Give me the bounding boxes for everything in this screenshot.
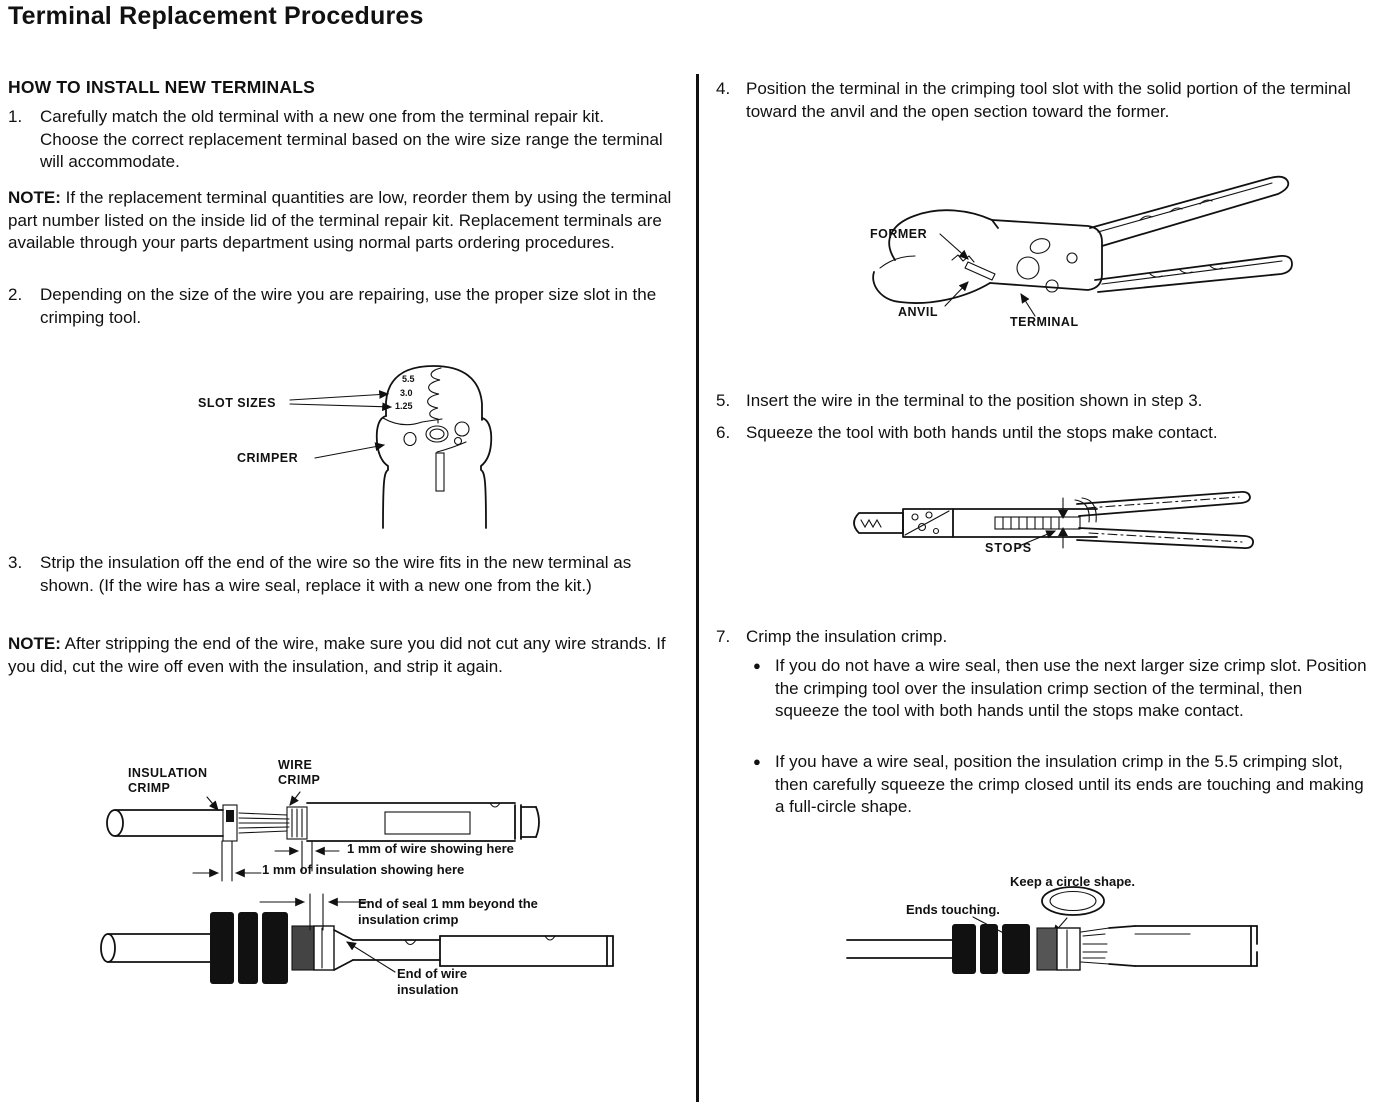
step-4-text: Position the terminal in the crimping tool slot with the solid portion of the terminal toward the anvil and the open section toward the former. xyxy=(746,79,1351,121)
page-title: Terminal Replacement Procedures xyxy=(8,2,424,30)
former-label: FORMER xyxy=(870,227,928,241)
crimping-tool-side-diagram xyxy=(840,168,1310,338)
section-heading: HOW TO INSTALL NEW TERMINALS xyxy=(8,77,315,97)
step-7 xyxy=(716,626,1368,649)
seal-beyond-label: End of seal 1 mm beyond the insulation crimp xyxy=(358,896,538,927)
wire-crimp-label: WIRE CRIMP xyxy=(278,758,321,787)
step-1-text: Carefully match the old terminal with a new one from the terminal repair kit. Choose the correct replacement terminal based on the wire size range the terminal will accommodate. xyxy=(40,107,663,171)
note-2-text: After stripping the end of the wire, make sure you did not cut any wire strands. If you did, cut the wire off even with the insulation, and strip it again. xyxy=(8,634,666,676)
keep-circle-label: Keep a circle shape. xyxy=(1010,874,1136,889)
step-6-number: 6. xyxy=(716,423,731,442)
terminal-label: TERMINAL xyxy=(1010,315,1079,329)
insulation-crimp-label: INSULATION CRIMP xyxy=(128,766,208,795)
ends-touching-label: Ends touching. xyxy=(906,902,1000,917)
crimper-head-diagram xyxy=(190,352,500,532)
slot-size-3-0: 3.0 xyxy=(400,388,413,398)
bullet-no-seal xyxy=(753,655,1370,723)
step-3-text: Strip the insulation off the end of the wire so the wire fits in the new terminal as shown. (If the wire has a wire seal, replace it with a new one from the kit.) xyxy=(40,553,632,595)
bullet-marker: ● xyxy=(753,754,761,769)
step-5 xyxy=(716,390,1368,413)
wire-showing-label: 1 mm of wire showing here xyxy=(347,841,514,856)
step-2-number: 2. xyxy=(8,285,23,304)
step-7-number: 7. xyxy=(716,627,731,646)
note-2 xyxy=(8,633,676,678)
slot-size-5-5: 5.5 xyxy=(402,374,415,384)
step-4-number: 4. xyxy=(716,79,731,98)
end-of-insulation-label: End of wire insulation xyxy=(397,966,468,997)
anvil-label: ANVIL xyxy=(898,305,938,319)
step-2 xyxy=(8,284,663,329)
bullet-with-seal-text: If you have a wire seal, position the insulation crimp in the 5.5 crimping slot, then carefully squeeze the crimp closed until its ends are touching and making a full-circle shape. xyxy=(775,752,1364,816)
step-6-text: Squeeze the tool with both hands until the stops make contact. xyxy=(746,423,1218,442)
step-2-text: Depending on the size of the wire you are repairing, use the proper size slot in the crimping tool. xyxy=(40,285,657,327)
step-7-text: Crimp the insulation crimp. xyxy=(746,627,948,646)
slot-size-1-25: 1.25 xyxy=(395,401,413,411)
note-1-text: If the replacement terminal quantities are low, reorder them by using the terminal part number listed on the inside lid of the terminal repair kit. Replacement terminals are available through your parts department using normal parts ordering procedures. xyxy=(8,188,672,252)
slot-sizes-label: SLOT SIZES xyxy=(198,396,276,410)
bullet-marker: ● xyxy=(753,658,761,673)
step-1 xyxy=(8,106,663,174)
stops-label: STOPS xyxy=(985,541,1033,555)
note-2-prefix: NOTE: xyxy=(8,634,61,653)
note-1-prefix: NOTE: xyxy=(8,188,61,207)
crimping-tool-top-diagram xyxy=(845,488,1265,568)
step-1-number: 1. xyxy=(8,107,23,126)
step-6 xyxy=(716,422,1368,445)
step-5-number: 5. xyxy=(716,391,731,410)
step-5-text: Insert the wire in the terminal to the position shown in step 3. xyxy=(746,391,1203,410)
step-3-number: 3. xyxy=(8,553,23,572)
crimper-label: CRIMPER xyxy=(237,451,299,465)
step-4 xyxy=(716,78,1368,123)
insulation-showing-label: 1 mm of insulation showing here xyxy=(262,862,465,877)
note-1 xyxy=(8,187,676,255)
column-divider xyxy=(696,74,699,1102)
step-3 xyxy=(8,552,663,597)
bullet-no-seal-text: If you do not have a wire seal, then use the next larger size crimp slot. Position the crimping tool over the insulation crimp section of the terminal, then squeeze the tool with both hands until the stops make contact. xyxy=(775,656,1367,720)
bullet-with-seal xyxy=(753,751,1370,819)
